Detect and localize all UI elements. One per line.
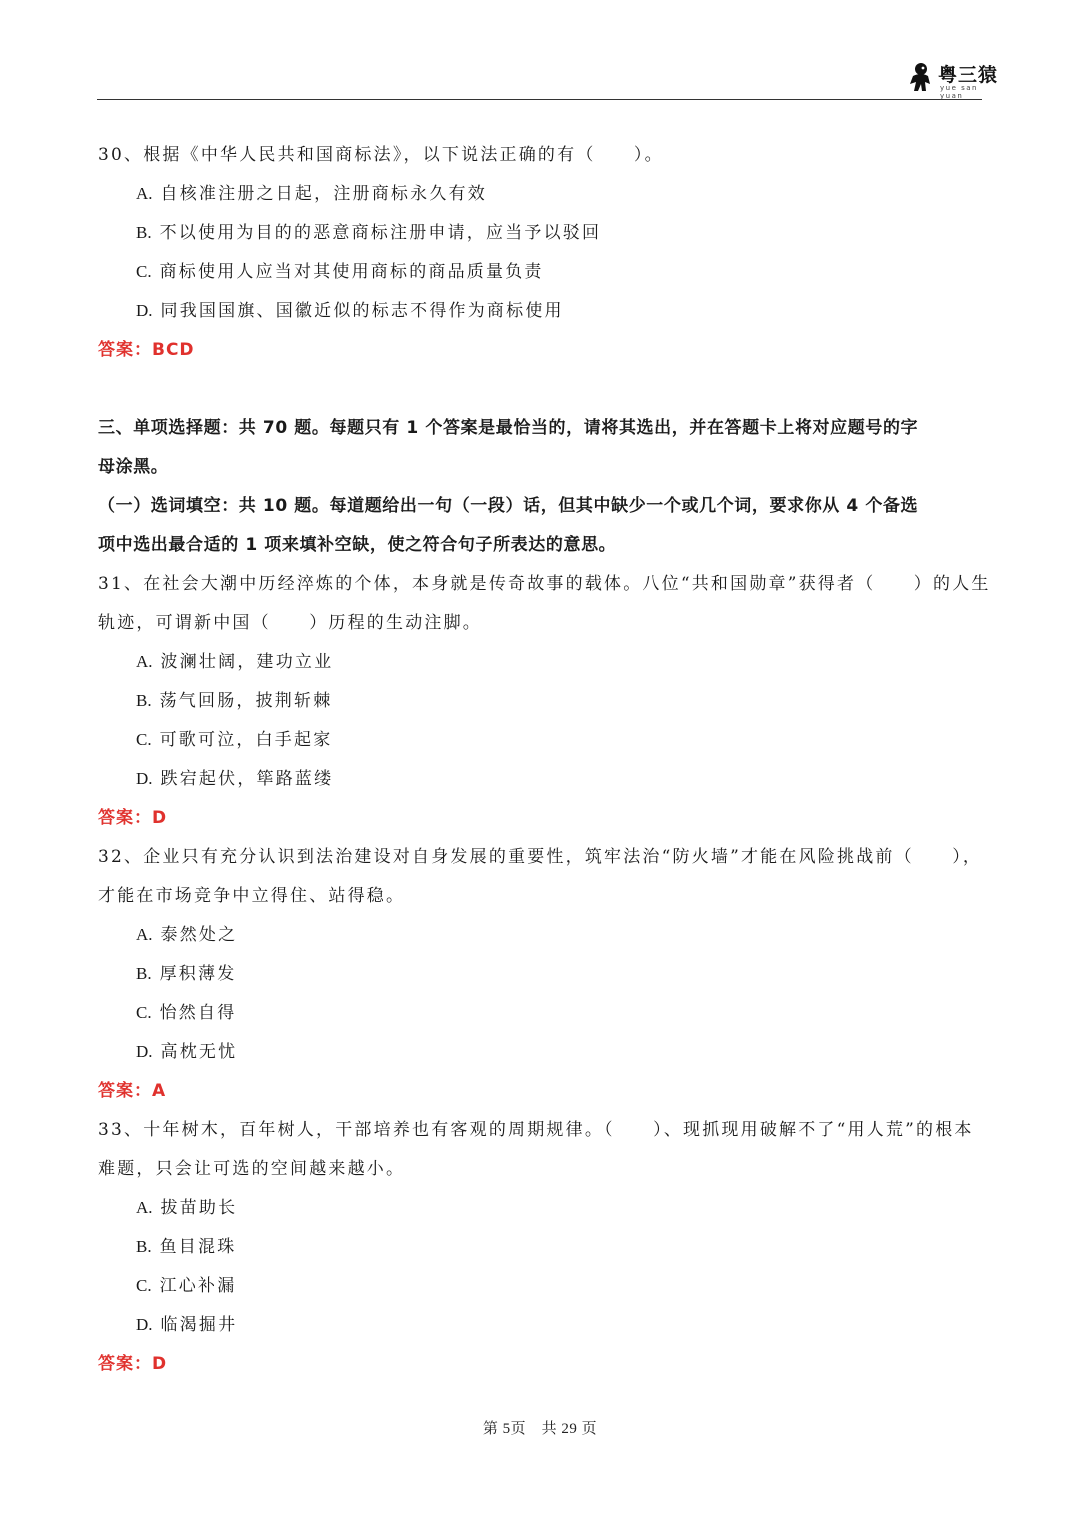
brand-logo [908,62,999,100]
option-letter: C. [136,1003,152,1022]
option-letter: A. [136,925,153,944]
q32-option-a [136,920,237,945]
option-letter: D. [136,1315,153,1334]
option-letter: A. [136,184,153,203]
option-letter: D. [136,769,153,788]
option-letter: C. [136,1276,152,1295]
q30-option-b [136,218,601,243]
option-letter: B. [136,964,152,983]
section3-heading-line1: 三、单项选择题：共 70 题。每题只有 1 个答案是最恰当的，请将其选出，并在答题卡上将对应题号的字 [98,418,919,438]
q32-answer: 答案：A [98,1081,167,1101]
q30-stem: 30、根据《中华人民共和国商标法》，以下说法正确的有（ ）。 [98,145,664,165]
q32-option-d [136,1037,237,1062]
option-letter: B. [136,1237,152,1256]
option-text: 荡气回肠，披荆斩棘 [159,691,333,711]
option-text: 商标使用人应当对其使用商标的商品质量负责 [159,262,544,282]
q32-option-b [136,959,236,984]
q31-option-a [136,647,333,672]
q31-stem-line1: 31、在社会大潮中历经淬炼的个体，本身就是传奇故事的载体。八位“共和国勋章”获得者（ ）的人生 [98,574,991,594]
option-letter: C. [136,730,152,749]
q32-stem-line2: 才能在市场竞争中立得住、站得稳。 [98,886,406,906]
monkey-logo-icon [908,62,932,92]
option-text: 波澜壮阔，建功立业 [160,652,334,672]
option-text: 可歌可泣，白手起家 [159,730,333,750]
subsection1-heading-line2: 项中选出最合适的 1 项来填补空缺，使之符合句子所表达的意思。 [98,535,617,555]
option-text: 拔苗助长 [160,1198,238,1218]
option-text: 不以使用为目的的恶意商标注册申请，应当予以驳回 [159,223,602,243]
option-text: 怡然自得 [159,1003,237,1023]
option-letter: A. [136,1198,153,1217]
option-letter: D. [136,301,153,320]
q33-answer: 答案：D [98,1354,168,1374]
option-text: 高枕无忧 [160,1042,238,1062]
page-number: 第 5页 共 29 页 [482,1421,598,1437]
q30-option-c [136,257,544,282]
option-text: 泰然处之 [160,925,238,945]
option-letter: D. [136,1042,153,1061]
logo-text: 粤三猿 [938,64,999,86]
q33-stem-line2: 难题，只会让可选的空间越来越小。 [98,1159,406,1179]
q32-option-c [136,998,236,1023]
q33-stem-line1: 33、十年树木，百年树人，干部培养也有客观的周期规律。（ ）、现抓现用破解不了“用人荒”的根本 [98,1120,974,1140]
logo-subtitle: yue san yuan [940,84,978,100]
q33-option-a [136,1193,237,1218]
q30-option-a [136,179,487,204]
q30-option-d [136,296,564,321]
option-letter: C. [136,262,152,281]
option-letter: B. [136,691,152,710]
option-text: 鱼目混珠 [159,1237,237,1257]
q32-stem-line1: 32、企业只有充分认识到法治建设对自身发展的重要性，筑牢法治“防火墙”才能在风险挑战前（ ）， [98,847,983,867]
option-text: 江心补漏 [159,1276,237,1296]
q31-answer: 答案：D [98,808,168,828]
header-divider [97,99,982,100]
q33-option-b [136,1232,236,1257]
q31-option-c [136,725,332,750]
q30-answer: 答案：BCD [98,340,195,360]
q31-stem-line2: 轨迹，可谓新中国（ ）历程的生动注脚。 [98,613,482,633]
subsection1-heading-line1: （一）选词填空：共 10 题。每道题给出一句（一段）话，但其中缺少一个或几个词，要求你从 4 个备选 [98,496,919,516]
q33-option-c [136,1271,236,1296]
option-text: 临渴掘井 [160,1315,238,1335]
option-text: 自核准注册之日起，注册商标永久有效 [160,184,487,204]
option-letter: A. [136,652,153,671]
option-text: 跌宕起伏，筚路蓝缕 [160,769,334,789]
q31-option-d [136,764,333,789]
option-text: 厚积薄发 [159,964,237,984]
section3-heading-line2: 母涂黑。 [98,457,169,477]
q33-option-d [136,1310,237,1335]
option-text: 同我国国旗、国徽近似的标志不得作为商标使用 [160,301,564,321]
option-letter: B. [136,223,152,242]
q31-option-b [136,686,332,711]
